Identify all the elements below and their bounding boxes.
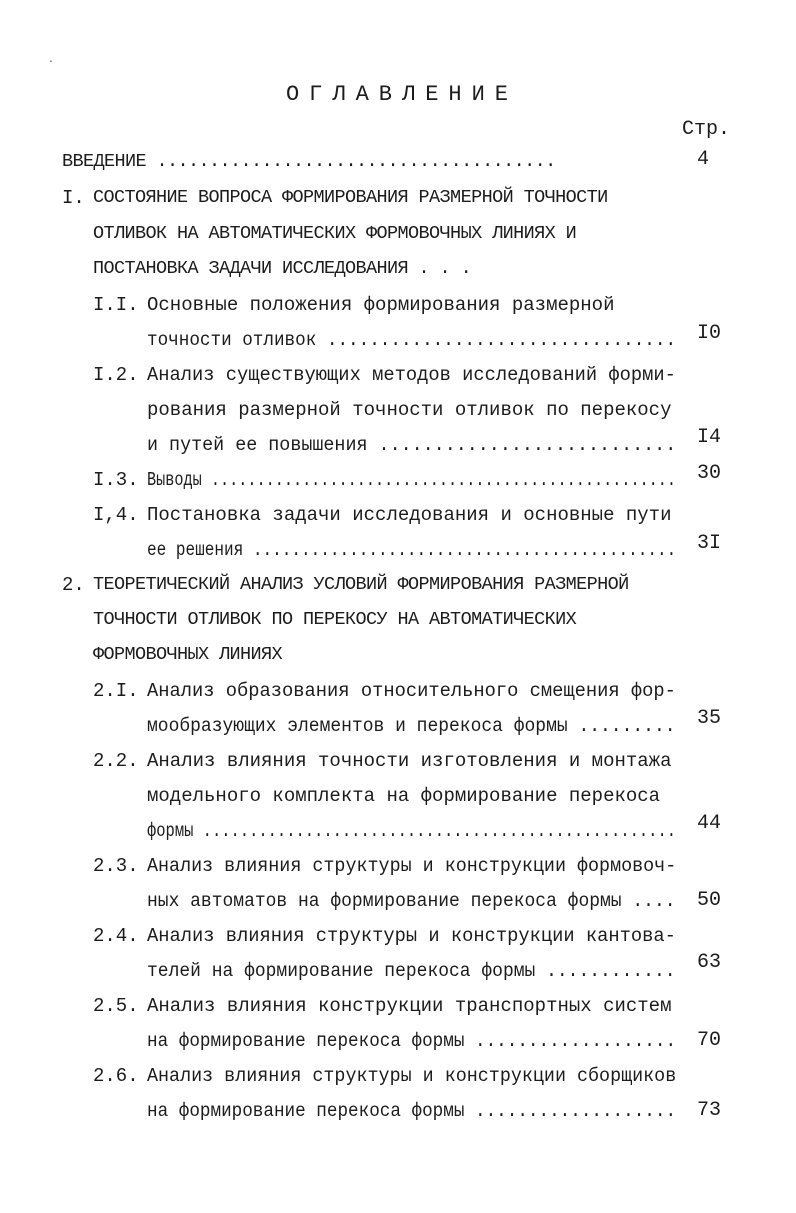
chapter-2-number: 2. [62,574,85,596]
section-1-4-number: I,4. [93,504,139,526]
section-1-2-line-1: Анализ существующих методов исследований форми- [147,364,676,386]
section-1-3-line-1: Выводы ................................................... [147,469,677,491]
section-2-1-line-2: мообразующих элементов и перекоса формы ......... [147,715,676,737]
section-2-4-line-1: Анализ влияния структуры и конструкции кантова- [147,925,676,947]
page-number-2-3: 50 [697,889,722,912]
page-number-1-3: 30 [697,462,722,485]
chapter-2-title-line-1: ТЕОРЕТИЧЕСКИЙ АНАЛИЗ УСЛОВИЙ ФОРМИРОВАНИЯ РАЗМЕРНОЙ [93,574,629,595]
chapter-2-title-line-3: ФОРМОВОЧНЫХ ЛИНИЯХ [93,644,283,665]
chapter-2-title-line-2: ТОЧНОСТИ ОТЛИВОК ПО ПЕРЕКОСУ НА АВТОМАТИЧЕСКИХ [93,609,577,630]
section-1-1-line-1: Основные положения формирования размерной [147,294,615,316]
page-number-2-6: 73 [697,1099,722,1122]
section-2-3-number: 2.3. [93,855,139,877]
chapter-1-number: I. [62,187,85,209]
page-number-1-2: I4 [697,426,722,449]
section-1-2-number: I.2. [93,364,139,386]
toc-entry-intro: ВВЕДЕНИЕ ...................................... [62,151,556,172]
section-2-6-number: 2.6. [93,1065,139,1087]
section-1-4-line-2: ее решения ............................................ [147,539,677,561]
section-2-6-line-1: Анализ влияния структуры и конструкции сборщиков [147,1065,677,1087]
section-1-1-line-2: точности отливок ................................. [147,329,677,351]
section-2-5-number: 2.5. [93,995,139,1017]
section-2-1-line-1: Анализ образования относительного смещения фор- [147,680,676,702]
section-2-3-line-2: ных автоматов на формирование перекоса формы .... [147,890,676,912]
stray-mark: · [48,57,55,68]
page-number-2-4: 63 [697,951,722,974]
section-2-1-number: 2.I. [93,680,139,702]
section-2-6-line-2: на формирование перекоса формы ................... [147,1100,677,1122]
chapter-1-title-line-1: СОСТОЯНИЕ ВОПРОСА ФОРМИРОВАНИЯ РАЗМЕРНОЙ ТОЧНОСТИ [93,187,608,208]
page-number-intro: 4 [697,148,710,171]
section-1-2-line-3: и путей ее повышения ........................... [147,434,677,456]
section-2-2-line-2: модельного комплекта на формирование перекоса [147,785,661,807]
section-2-3-line-1: Анализ влияния структуры и конструкции формовоч- [147,855,677,877]
chapter-1-title-line-3: ПОСТАНОВКА ЗАДАЧИ ИССЛЕДОВАНИЯ . . . [93,258,472,279]
section-1-4-line-1: Постановка задачи исследования и основные пути [147,504,672,526]
page-number-2-1: 35 [697,707,722,730]
page-number-1-1: I0 [697,322,722,345]
section-1-2-line-2: рования размерной точности отливок по перекосу [147,399,672,421]
section-2-2-line-3: формы ................................................... [147,820,677,842]
page-number-2-5: 70 [697,1029,722,1052]
page-title: ОГЛАВЛЕНИЕ [285,82,519,107]
chapter-1-title-line-2: ОТЛИВОК НА АВТОМАТИЧЕСКИХ ФОРМОВОЧНЫХ ЛИНИЯХ И [93,223,577,244]
section-2-4-number: 2.4. [93,925,139,947]
section-2-5-line-1: Анализ влияния конструкции транспортных систем [147,995,672,1017]
page-column-header: Стр. [682,118,731,141]
section-2-2-line-1: Анализ влияния точности изготовления и монтажа [147,750,672,772]
section-2-5-line-2: на формирование перекоса формы ................... [147,1030,677,1052]
section-2-4-line-2: телей на формирование перекоса формы ............ [147,960,676,982]
section-1-1-number: I.I. [93,294,139,316]
page-number-1-4: 3I [697,532,722,555]
page-number-2-2: 44 [697,812,722,835]
section-1-3-number: I.3. [93,469,139,491]
section-2-2-number: 2.2. [93,750,139,772]
